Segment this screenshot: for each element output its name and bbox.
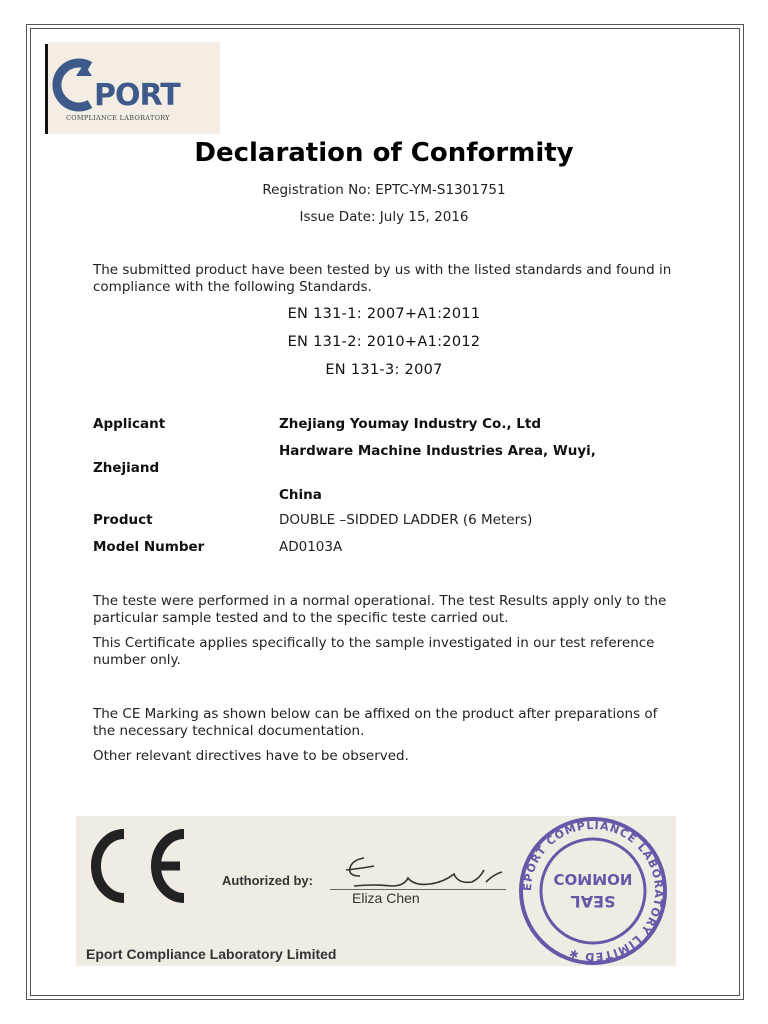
signer-name: Eliza Chen: [352, 890, 420, 906]
standard-1: EN 131-1: 2007+A1:2011: [287, 306, 481, 322]
registration-number: Registration No: EPTC-YM-S1301751: [262, 182, 506, 198]
directives-paragraph: Other relevant directives have to be observed.: [93, 748, 409, 764]
logo-tagline: COMPLIANCE LABORATORY: [66, 114, 170, 122]
authorized-by-label: Authorized by:: [222, 873, 313, 888]
intro-paragraph: The submitted product have been tested by us with the listed standards and found in compliance with the following Standards.: [93, 262, 672, 295]
applicant-value: Zhejiang Youmay Industry Co., Ltd: [279, 416, 541, 432]
svg-text:COMMON: COMMON: [553, 870, 633, 888]
standard-3: EN 131-3: 2007: [325, 362, 443, 378]
address-line-2: Zhejiand: [93, 460, 160, 476]
eport-logo: [48, 42, 220, 134]
product-value: DOUBLE –SIDDED LADDER (6 Meters): [279, 512, 533, 528]
document-title: Declaration of Conformity: [194, 138, 574, 168]
svg-text:SEAL: SEAL: [570, 892, 616, 911]
model-number-label: Model Number: [93, 539, 205, 555]
issue-date: Issue Date: July 15, 2016: [299, 209, 469, 225]
test-results-paragraph: The teste were performed in a normal operational. The test Results apply only to the particular sample tested and to the specific teste carried out.: [93, 593, 667, 626]
company-footer: Eport Compliance Laboratory Limited: [86, 946, 337, 962]
model-number-value: AD0103A: [279, 539, 343, 555]
svg-text:PORT: PORT: [94, 78, 180, 113]
certificate-scope-paragraph: This Certificate applies specifically to the sample investigated in our test reference number only.: [93, 635, 655, 668]
svg-text:EPORT COMPLIANCE LABORATORY LI: EPORT COMPLIANCE LABORATORY LIMITED ✱: [520, 818, 666, 964]
standard-2: EN 131-2: 2010+A1:2012: [287, 334, 481, 350]
product-label: Product: [93, 512, 153, 528]
authorization-footer: [76, 816, 676, 966]
signature-mark: [334, 852, 514, 892]
applicant-label: Applicant: [93, 416, 166, 432]
address-line-1: Hardware Machine Industries Area, Wuyi,: [279, 443, 596, 459]
company-seal-icon: [510, 816, 676, 966]
address-line-3: China: [279, 487, 322, 503]
ce-mark-icon: [76, 816, 206, 916]
ce-marking-paragraph: The CE Marking as shown below can be affixed on the product after preparations of the necessary technical documentation.: [93, 706, 658, 739]
